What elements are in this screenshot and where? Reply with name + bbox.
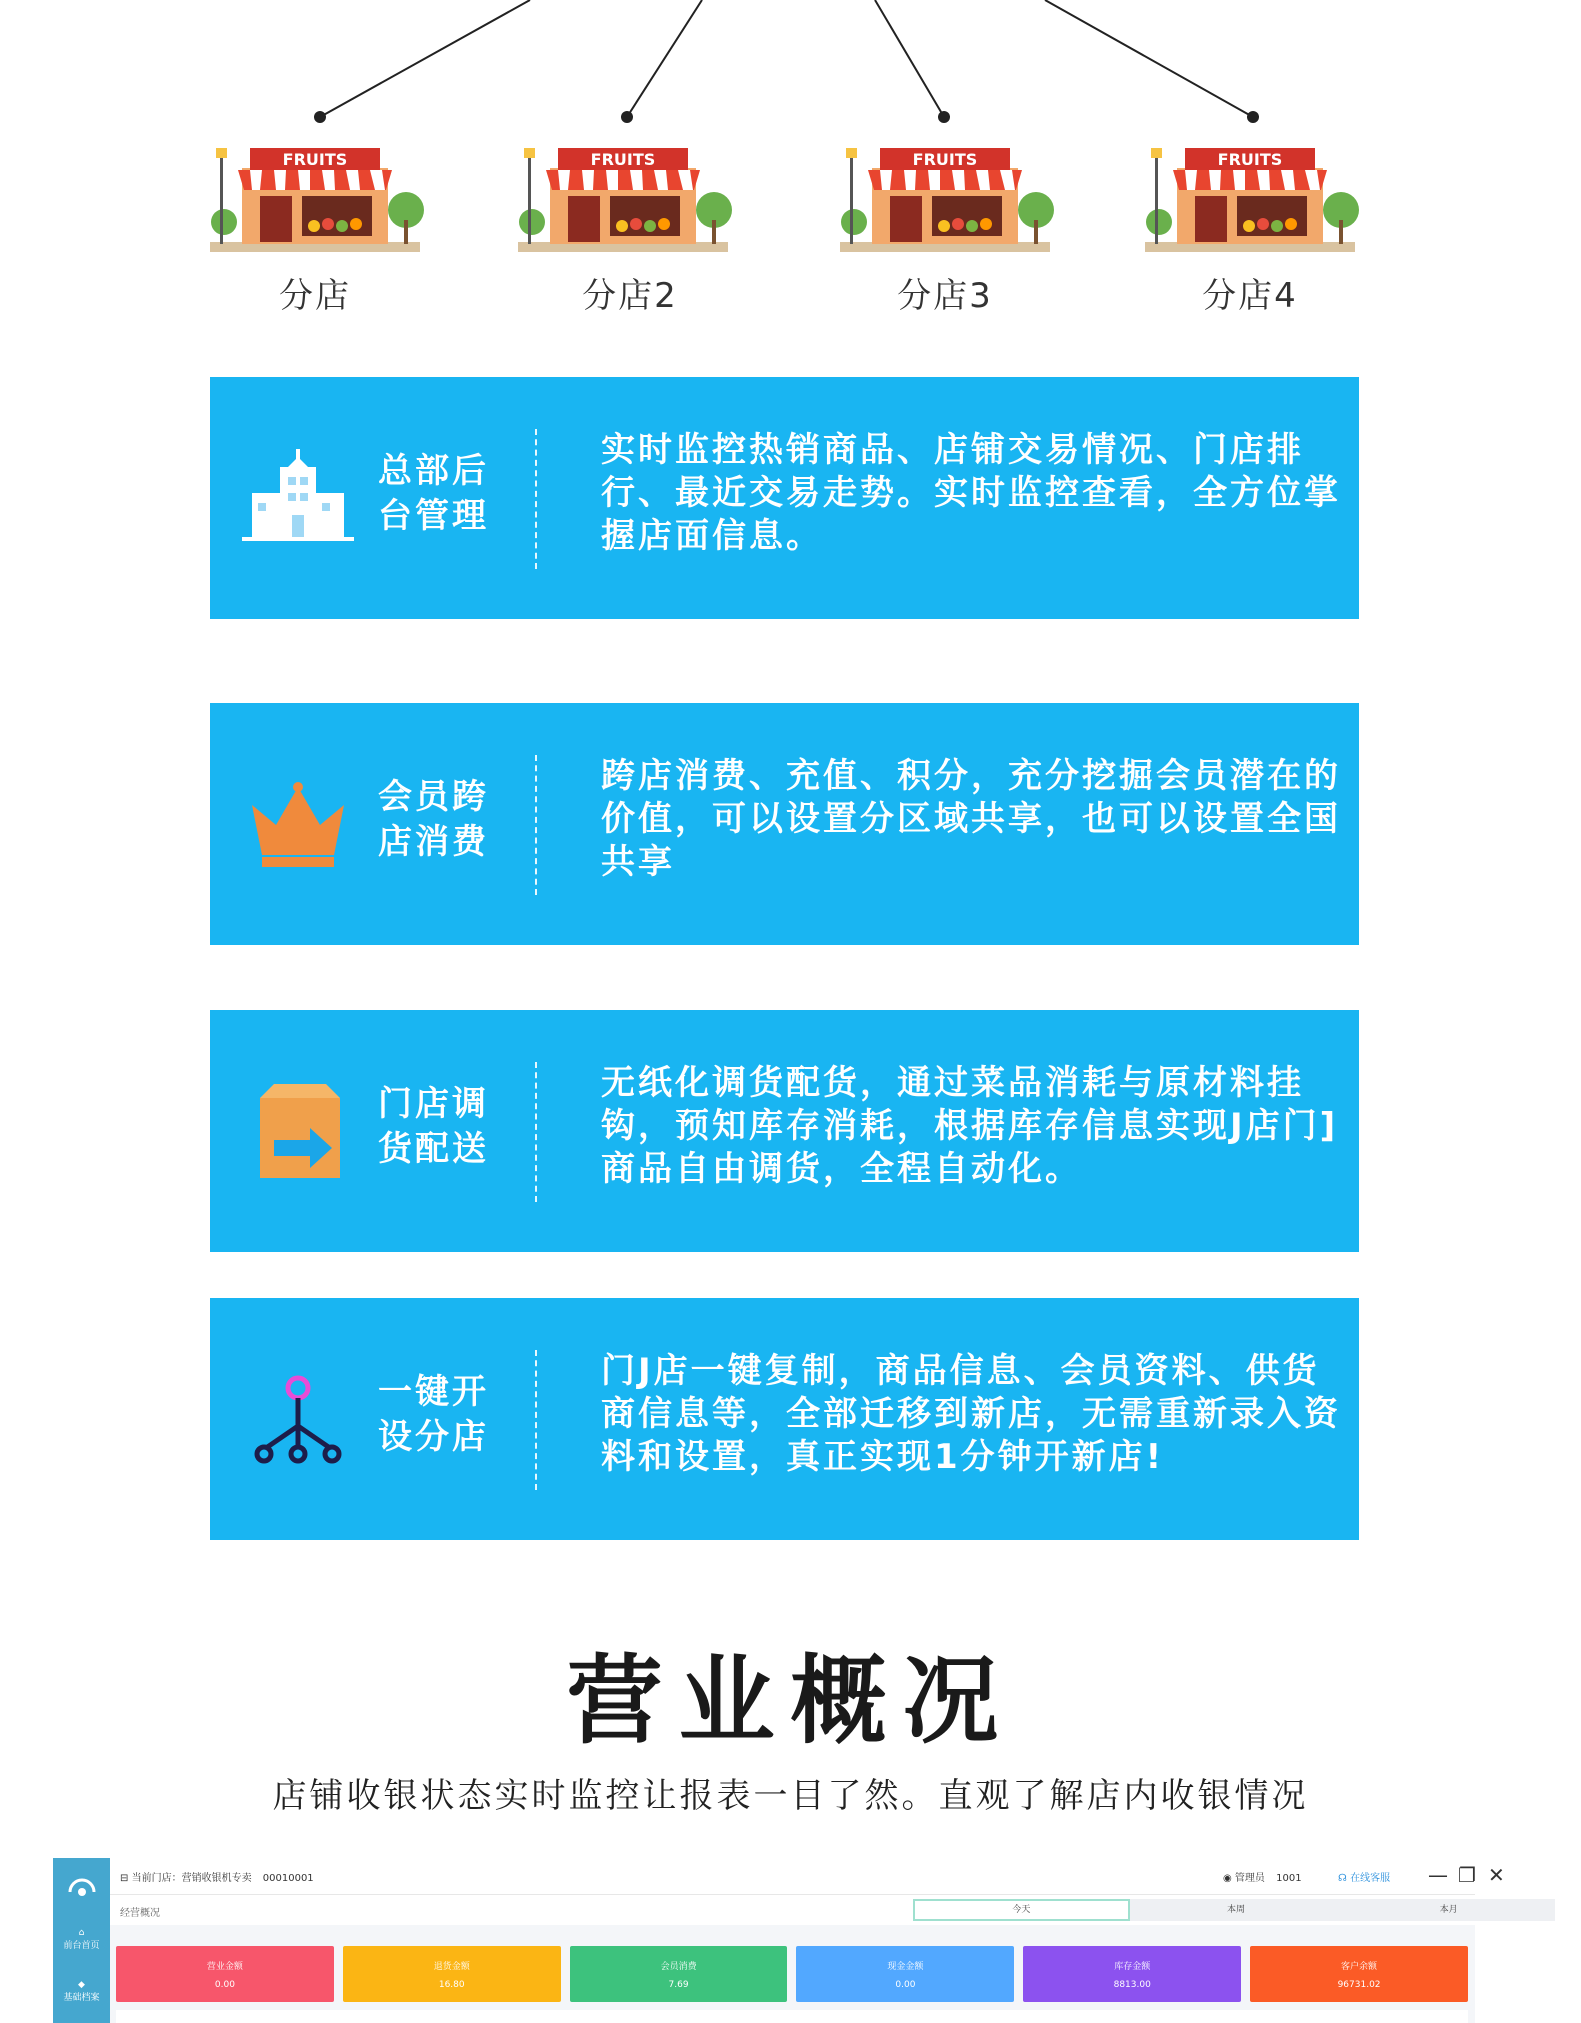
store-icon: ⊟ xyxy=(120,1873,129,1884)
store-label: 分店4 xyxy=(1202,276,1298,316)
card-value: 0.00 xyxy=(214,1980,235,1990)
minimize-button[interactable]: — xyxy=(1428,1863,1448,1887)
card-label: 库存金额 xyxy=(1114,1962,1151,1972)
divider xyxy=(535,429,537,569)
store-illustration xyxy=(1145,130,1355,255)
store-info: ⊟ 当前门店：营销收银机专卖 00010001 xyxy=(120,1873,314,1884)
divider xyxy=(535,1062,537,1202)
store-label: 分店 xyxy=(279,276,351,316)
home-icon: ⌂ xyxy=(78,1928,85,1938)
sidebar-item-label: 基础档案 xyxy=(63,1993,100,2003)
card-value: 96731.02 xyxy=(1337,1980,1381,1990)
transfer-box-icon xyxy=(238,1082,358,1182)
close-button[interactable]: ✕ xyxy=(1488,1863,1505,1887)
crown-icon xyxy=(238,775,358,875)
tab-this-week[interactable]: 本周 xyxy=(1130,1899,1343,1921)
card-value: 7.69 xyxy=(668,1980,689,1990)
summary-card[interactable] xyxy=(570,1946,788,2002)
tab-today[interactable]: 今天 xyxy=(913,1899,1130,1921)
summary-cards xyxy=(116,1946,1468,2002)
section-title: 营业概况 xyxy=(566,1645,1015,1757)
divider xyxy=(535,1350,537,1490)
card-value: 16.80 xyxy=(438,1980,465,1990)
app-preview xyxy=(53,1858,1505,2023)
card-label: 营业金额 xyxy=(206,1962,243,1972)
store-sign-text: FRUITS xyxy=(590,150,656,169)
card-label: 会员消费 xyxy=(660,1962,697,1972)
feature-title: 一键开设分店 xyxy=(378,1372,489,1457)
store-illustration xyxy=(518,130,728,255)
sidebar-item-basic-archive[interactable] xyxy=(53,1980,110,2003)
summary-card[interactable] xyxy=(1250,1946,1468,2002)
summary-card[interactable] xyxy=(343,1946,561,2002)
app-sidebar xyxy=(53,1858,110,2023)
breadcrumb xyxy=(110,1894,1475,1925)
restore-button[interactable]: ❐ xyxy=(1458,1863,1476,1887)
store-sign-text: FRUITS xyxy=(282,150,348,169)
summary-card[interactable] xyxy=(1023,1946,1241,2002)
sidebar-item-label: 前台首页 xyxy=(63,1941,100,1951)
admin-info: ◉ 管理员 1001 xyxy=(1223,1873,1302,1884)
store-illustration xyxy=(840,130,1050,255)
breadcrumb-label: 经营概况 xyxy=(120,1908,160,1919)
headset-icon: ☊ xyxy=(1338,1873,1347,1884)
branch-network-icon xyxy=(238,1370,358,1470)
network-lines xyxy=(0,0,1581,130)
card-label: 客户余额 xyxy=(1341,1962,1378,1972)
feature-band-member-cross-store xyxy=(210,703,1359,945)
feature-description: 跨店消费、充值、积分，充分挖掘会员潜在的价值，可以设置分区域共享，也可以设置全国共享 xyxy=(601,756,1341,882)
feature-title: 总部后台管理 xyxy=(378,451,489,536)
summary-card[interactable] xyxy=(796,1946,1014,2002)
card-value: 8813.00 xyxy=(1113,1980,1151,1990)
building-icon xyxy=(238,449,358,549)
feature-band-open-branch xyxy=(210,1298,1359,1540)
card-value: 0.00 xyxy=(895,1980,916,1990)
card-label: 现金金额 xyxy=(887,1962,924,1972)
feature-band-store-transfer xyxy=(210,1010,1359,1252)
store-label: 分店3 xyxy=(897,276,993,316)
feature-description: 门J店一键复制，商品信息、会员资料、供货商信息等，全部迁移到新店，无需重新录入资料和设置，真正实现1分钟开新店! xyxy=(601,1351,1341,1477)
feature-description: 无纸化调货配货，通过菜品消耗与原材料挂钩，预知库存消耗，根据库存信息实现J店门]商品自由调货，全程自动化。 xyxy=(601,1063,1339,1189)
feature-description: 实时监控热销商品、店铺交易情况、门店排行、最近交易走势。实时监控查看，全方位掌握店面信息。 xyxy=(601,430,1341,556)
summary-card[interactable] xyxy=(116,1946,334,2002)
feature-title: 会员跨店消费 xyxy=(378,777,489,862)
sidebar-item-front-home[interactable] xyxy=(53,1928,110,1951)
period-tabs xyxy=(913,1899,1555,1921)
online-service-button[interactable]: ☊ 在线客服 xyxy=(1338,1873,1391,1884)
app-logo-icon xyxy=(53,1878,110,1905)
store-sign-text: FRUITS xyxy=(912,150,978,169)
store-illustration xyxy=(210,130,420,255)
user-icon: ◉ xyxy=(1223,1873,1232,1884)
app-topbar xyxy=(110,1858,1505,1894)
feature-title: 门店调货配送 xyxy=(378,1084,489,1169)
store-label: 分店2 xyxy=(582,276,678,316)
divider xyxy=(535,755,537,895)
store-sign-text: FRUITS xyxy=(1217,150,1283,169)
feature-band-hq-management xyxy=(210,377,1359,619)
section-subtitle: 店铺收银状态实时监控让报表一目了然。直观了解店内收银情况 xyxy=(272,1776,1309,1816)
card-label: 退货金额 xyxy=(433,1962,470,1972)
layers-icon: ◆ xyxy=(78,1980,85,1990)
tab-this-month[interactable]: 本月 xyxy=(1342,1899,1555,1921)
app-lower-panel xyxy=(116,2010,1468,2023)
